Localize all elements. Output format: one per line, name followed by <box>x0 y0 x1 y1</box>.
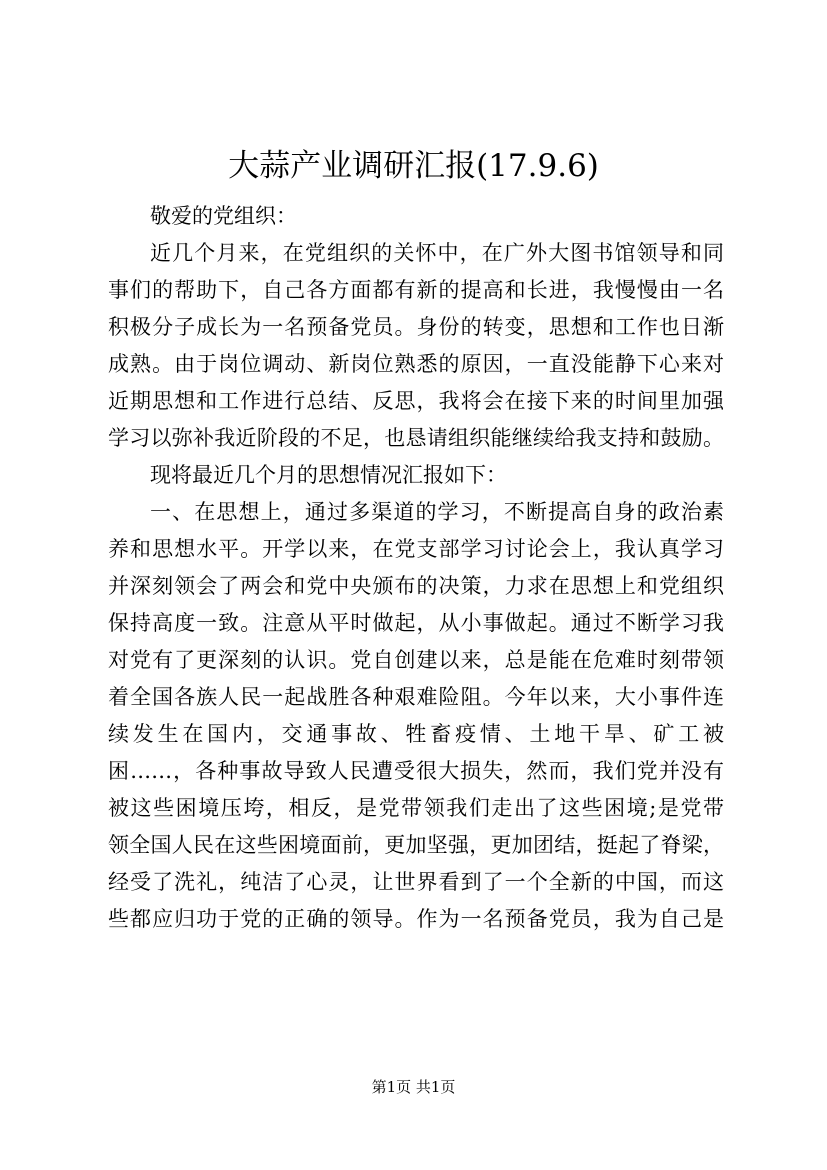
text-line: 对党有了更深刻的认识。党自创建以来，总是能在危难时刻带领 <box>108 648 724 672</box>
document-body <box>108 198 724 938</box>
text-line: 现将最近几个月的思想情况汇报如下： <box>150 463 507 487</box>
text-line: 被这些困境压垮，相反，是党带领我们走出了这些困境;是党带 <box>108 796 724 820</box>
text-line: 积极分子成长为一名预备党员。身份的转变，思想和工作也日渐 <box>108 315 724 339</box>
document-title: 大蒜产业调研汇报(17.9.6) <box>228 148 599 184</box>
text-line: 近几个月来，在党组织的关怀中，在广外大图书馆领导和同 <box>150 241 724 265</box>
text-line: 经受了洗礼，纯洁了心灵，让世界看到了一个全新的中国，而这 <box>108 870 724 894</box>
text-line: 一、在思想上，通过多渠道的学习，不断提高自身的政治素 <box>150 500 724 524</box>
text-line: 续发生在国内，交通事故、牲畜疫情、土地干旱、矿工被 <box>108 722 724 746</box>
text-line: 学习以弥补我近阶段的不足，也恳请组织能继续给我支持和鼓励。 <box>108 426 724 450</box>
text-line: 保持高度一致。注意从平时做起，从小事做起。通过不断学习我 <box>108 611 724 635</box>
text-line: 并深刻领会了两会和党中央颁布的决策，力求在思想上和党组织 <box>108 574 724 598</box>
text-line: 困……，各种事故导致人民遭受很大损失，然而，我们党并没有 <box>108 759 724 783</box>
text-line: 养和思想水平。开学以来，在党支部学习讨论会上，我认真学习 <box>108 537 724 561</box>
text-line: 领全国人民在这些困境面前，更加坚强，更加团结，挺起了脊梁， <box>108 833 724 857</box>
text-line: 敬爱的党组织： <box>150 204 297 228</box>
text-line: 成熟。由于岗位调动、新岗位熟悉的原因，一直没能静下心来对 <box>108 352 724 376</box>
page-footer: 第1页 共1页 <box>371 1078 456 1096</box>
text-line: 近期思想和工作进行总结、反思，我将会在接下来的时间里加强 <box>108 389 724 413</box>
text-line: 些都应归功于党的正确的领导。作为一名预备党员，我为自己是 <box>108 907 724 931</box>
text-line: 事们的帮助下，自己各方面都有新的提高和长进，我慢慢由一名 <box>108 278 724 302</box>
text-line: 着全国各族人民一起战胜各种艰难险阻。今年以来，大小事件连 <box>108 685 724 709</box>
